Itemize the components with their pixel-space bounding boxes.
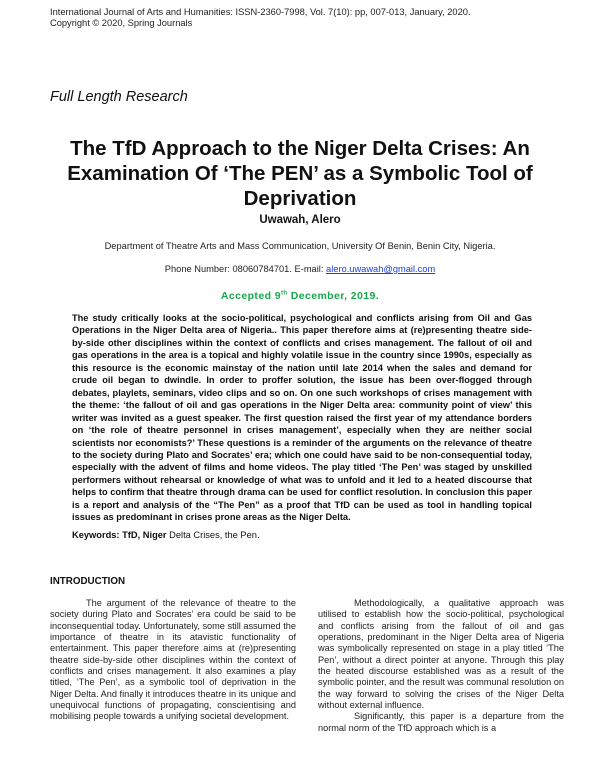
journal-citation: International Journal of Arts and Humanities: ISSN-2360-7998, Vol. 7(10): pp, 007-013, January, 2020. bbox=[50, 7, 471, 17]
right-column bbox=[318, 598, 564, 734]
paragraph: Significantly, this paper is a departure from the normal norm of the TfD approach which is a bbox=[318, 711, 564, 733]
article-type: Full Length Research bbox=[50, 89, 188, 105]
abstract: The study critically looks at the socio-political, psychological and conflicts arising from Oil and Gas Operations in the Niger Delta area of Nigeria.. This paper therefore aims at (re)presenting theatre side-by-side other disciplines within the context of conflicts and crises management. The fallout of oil and gas operations in the area is a topical and highly volatile issue in the country since 1990s, especially as this resource is the economic mainstay of the nation until late 2014 when the sales and demand for crude oil began to dwindle. In order to proffer solution, the issue has been over-flogged through debates, playlets, seminars, video clips and so on. On one such workshops of crises management with the theme: ‘the fallout of oil and gas operations in the Niger Delta area: community point of view’ this writer was invited as a guest speaker. The first question raised the first year of my attendance borders on ‘the role of theatre personnel in crises management’, especially when they are neither social scientists nor economists?’ These questions is a reminder of the arguments on the relevance of theatre to the society during Plato and Socrates’ era; which one could have said to be non-consequential today, especially with the advent of films and home videos. The play titled ‘The Pen’ was staged by unskilled performers without rehearsal or knowledge of what was to unfold and it led to a heated discourse that helps to confirm that theatre through drama can be used for conflict resolution. In conclusion this paper is a report and analysis of the “The Pen” as a proof that TfD can be used as tool in handling topical issues as predominant in crises prone areas as the Niger Delta. bbox=[72, 313, 532, 523]
accepted-sup: th bbox=[280, 290, 288, 297]
accepted-prefix: Accepted 9 bbox=[220, 290, 281, 302]
contact bbox=[0, 264, 600, 274]
journal-header bbox=[50, 7, 471, 29]
paragraph: Methodologically, a qualitative approach was utilised to establish how the socio-political, psychological and conflicts arising from the fallout of oil and gas operations, predominant in the Niger Delta area of Nigeria was symbolically represented on stage in a play titled ‘The Pen’, without a direct pointer at anyone. Through this play the heated discourse established was as a result of the symbolic pointer, and the result was communal resolution on the way forward to solving the crises of the Niger Delta without external influence. bbox=[318, 598, 564, 711]
author: Uwawah, Alero bbox=[259, 214, 341, 226]
accepted-suffix: December, 2019. bbox=[287, 290, 380, 302]
article-title: The TfD Approach to the Niger Delta Crises: An Examination Of ‘The PEN’ as a Symbolic Tool of Deprivation bbox=[67, 137, 533, 210]
accepted-date bbox=[0, 290, 600, 302]
phone-label: Phone Number: 08060784701. E-mail: bbox=[164, 264, 327, 274]
email-link[interactable]: alero.uwawah@gmail.com bbox=[326, 264, 436, 274]
copyright: Copyright © 2020, Spring Journals bbox=[50, 18, 193, 28]
paragraph: The argument of the relevance of theatre to the society during Plato and Socrates’ era could be said to be inconsequential today. Unfortunately, some still assumed the importance of theatre in its atavistic functionality of entertainment. This paper therefore aims at (re)presenting theatre side-by-side other disciplines within the context of conflicts and crises management. It also examines a play titled, ‘The Pen’, as a symbolic tool of deprivation in the Niger Delta. And finally it introduces theatre in its unique and unequivocal functions of propagating, conscientising and mobilising people towards a unifying societal development. bbox=[50, 598, 296, 722]
keywords bbox=[72, 530, 260, 540]
keywords-rest: Delta Crises, the Pen. bbox=[166, 530, 260, 540]
section-heading-introduction: INTRODUCTION bbox=[50, 576, 126, 587]
left-column bbox=[50, 598, 296, 723]
keywords-bold: Keywords: TfD, Niger bbox=[72, 530, 167, 540]
affiliation: Department of Theatre Arts and Mass Communication, University Of Benin, Benin City, Nigeria. bbox=[104, 241, 496, 251]
